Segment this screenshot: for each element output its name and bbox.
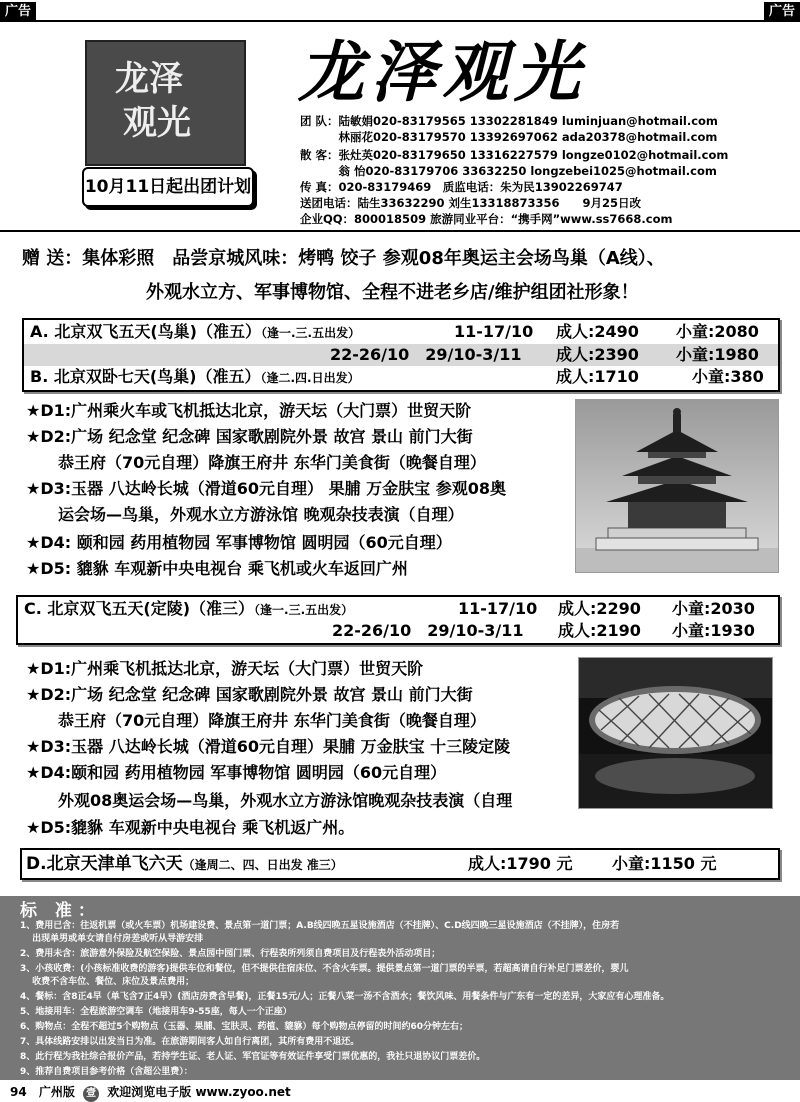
company-logo bbox=[85, 40, 246, 166]
route-d-name: D.北京天津单飞六天 bbox=[26, 854, 183, 874]
route-a-child-1: 小童:2080 bbox=[676, 322, 759, 341]
itinerary-1-line: ★D4: 颐和园 药用植物园 军事博物馆 圆明园（60元自理） bbox=[26, 533, 452, 552]
standards-item: 收费不含车位、餐位、床位及景点费用； bbox=[20, 977, 195, 987]
route-b-name: B. 北京双卧七天(鸟巢)（准五） bbox=[30, 367, 261, 386]
route-d-adult: 成人:1790 元 bbox=[468, 854, 573, 873]
standards-item: 9、推荐自费项目参考价格（含超公里费）： bbox=[20, 1067, 193, 1077]
route-a-name: A. 北京双飞五天(鸟巢)（准五） bbox=[30, 322, 261, 341]
route-c-box bbox=[16, 595, 780, 645]
itinerary-2-line: 恭王府（70元自理）降旗王府井 东华门美食街（晚餐自理） bbox=[26, 711, 486, 730]
date-badge: 10月11日起出团计划 bbox=[82, 167, 254, 207]
itinerary-1-line: ★D5: 貔貅 车观新中央电视台 乘飞机或火车返回广州 bbox=[26, 559, 408, 578]
contact-line: 散 客：张灶英020-83179650 13316227579 longze0102@hotmail.com bbox=[300, 148, 729, 162]
temple-of-heaven-photo bbox=[575, 399, 779, 573]
route-d-note: （逢周二、四、日出发 准三） bbox=[182, 858, 343, 872]
header-divider bbox=[0, 230, 800, 232]
standards-title: 标 准： bbox=[20, 901, 101, 921]
route-b-adult: 成人:1710 bbox=[556, 367, 639, 386]
standards-item: 5、地接用车：全程旅游空调车（地接用车9-55座，每人一个正座） bbox=[20, 1007, 292, 1017]
route-c-adult-1: 成人:2290 bbox=[558, 599, 641, 618]
itinerary-2-line: ★D2:广场 纪念堂 纪念碑 国家歌剧院外景 故宫 景山 前门大街 bbox=[26, 685, 473, 704]
itinerary-1-line: 运会场—鸟巢，外观水立方游泳馆 晚观杂技表演（自理） bbox=[26, 505, 464, 524]
route-ab-box bbox=[22, 318, 780, 392]
route-c-note: （逢一.三.五出发） bbox=[254, 603, 354, 617]
contact-line: 企业QQ：800018509 旅游同业平台：“携手网”www.ss7668.com bbox=[300, 212, 673, 226]
standards-item: 2、费用未含：旅游意外保险及航空保险、景点园中园门票、行程表所列须自费项目及行程表外活动项目； bbox=[20, 949, 441, 959]
route-c-dates-1: 11-17/10 bbox=[458, 599, 538, 618]
logo-line-1: 龙泽 bbox=[115, 59, 183, 99]
edition-badge: 壹 bbox=[83, 1086, 99, 1102]
page-number: 94 bbox=[10, 1085, 27, 1099]
route-d-title bbox=[26, 853, 343, 876]
contact-line: 送团电话：陆生33632290 刘生13318873356 9月25日改 bbox=[300, 196, 642, 210]
standards-item: 6、购物点：全程不超过5个购物点（玉器、果脯、宝肤灵、药植、貔貅）每个购物点停留的时间约60分钟左右； bbox=[20, 1022, 469, 1032]
itinerary-2-line: ★D3:玉器 八达岭长城（滑道60元自理）果脯 万金肤宝 十三陵定陵 bbox=[26, 737, 511, 756]
itinerary-2-line: ★D4:颐和园 药用植物园 军事博物馆 圆明园（60元自理） bbox=[26, 763, 447, 782]
edition-label: 广州版 bbox=[38, 1085, 75, 1099]
logo-line-2: 观光 bbox=[123, 103, 191, 143]
standards-item: 7、具体线路安排以出发当日为准。在旅游期间客人如自行离团，其所有费用不退还。 bbox=[20, 1037, 360, 1047]
route-c-dates-2: 22-26/10 29/10-3/11 bbox=[332, 621, 524, 640]
itinerary-2-line: 外观08奥运会场—鸟巢，外观水立方游泳馆晚观杂技表演（自理 bbox=[26, 791, 513, 810]
ad-label-right: 广告 bbox=[764, 2, 800, 22]
itinerary-1-line: ★D2:广场 纪念堂 纪念碑 国家歌剧院外景 故宫 景山 前门大街 bbox=[26, 427, 473, 446]
route-a-adult-2: 成人:2390 bbox=[556, 345, 639, 364]
itinerary-1-line: ★D3:玉器 八达岭长城（滑道60元自理） 果脯 万金肤宝 参观08奥 bbox=[26, 479, 506, 498]
route-b-child: 小童:380 bbox=[692, 367, 764, 386]
route-b-note: （逢二.四.日出发） bbox=[260, 371, 360, 385]
route-b-title bbox=[30, 366, 360, 389]
itinerary-2-line: ★D5:貔貅 车观新中央电视台 乘飞机返广州。 bbox=[26, 818, 355, 837]
temple-of-heaven-illustration bbox=[576, 400, 778, 572]
gift-line-1: 赠 送：集体彩照 品尝京城风味：烤鸭 饺子 参观08年奥运主会场鸟巢（A线）、 bbox=[22, 248, 665, 269]
standards-item: 3、小孩收费：(小孩标准收费的游客)提供车位和餐位，但不提供住宿床位、不含火车票。提供景点第一道门票的半票，若超高请自行补足门票差价，婴儿 bbox=[20, 964, 629, 974]
route-a-child-2: 小童:1980 bbox=[676, 345, 759, 364]
route-a-note: （逢一.三.五出发） bbox=[260, 326, 361, 340]
standards-item: 出现单男或单女请自付房差或听从导游安排 bbox=[20, 934, 204, 944]
contact-line: 翁 怡020-83179706 33632250 longzebei1025@hotmail.com bbox=[300, 164, 717, 178]
contact-line: 传 真：020-83179469 质监电话：朱为民13902269747 bbox=[300, 180, 623, 194]
route-c-child-2: 小童:1930 bbox=[672, 621, 755, 640]
route-d-box bbox=[20, 848, 780, 880]
route-c-child-1: 小童:2030 bbox=[672, 599, 755, 618]
route-a-adult-1: 成人:2490 bbox=[556, 322, 639, 341]
contact-line: 团 队：陆敏娟020-83179565 13302281849 luminjuan@hotmail.com bbox=[300, 114, 718, 128]
route-a-title bbox=[30, 321, 360, 344]
itinerary-1-line: 恭王府（70元自理）降旗王府井 东华门美食街（晚餐自理） bbox=[26, 453, 486, 472]
route-d-child: 小童:1150 元 bbox=[612, 854, 717, 873]
standards-item: 4、餐标：含8正4早（单飞含7正4早）(酒店房费含早餐)，正餐15元/人；正餐八菜一汤不含酒水；餐饮风味、用餐条件与广东有一定的差异，大家应有心理准备。 bbox=[20, 992, 670, 1002]
birds-nest-illustration bbox=[579, 658, 772, 808]
standards-item: 8、此行程为我社综合报价产品，若持学生证、老人证、军官证等有效证件享受门票优惠的，我社只退协议门票差价。 bbox=[20, 1052, 486, 1062]
birds-nest-photo bbox=[578, 657, 773, 809]
page-footer bbox=[10, 1083, 291, 1102]
route-a-dates-2: 22-26/10 29/10-3/11 bbox=[330, 345, 522, 364]
itinerary-2-line: ★D1:广州乘飞机抵达北京，游天坛（大门票）世贸天阶 bbox=[26, 659, 424, 678]
route-c-title bbox=[24, 598, 353, 621]
itinerary-1-line: ★D1:广州乘火车或飞机抵达北京，游天坛（大门票）世贸天阶 bbox=[26, 401, 472, 420]
top-rule bbox=[0, 20, 800, 22]
contact-line: 林丽花020-83179570 13392697062 ada20378@hotmail.com bbox=[300, 130, 718, 144]
standards-item: 1、费用已含：往返机票（或火车票）机场建设费、景点第一道门票；A.B线四晚五星设施酒店（不挂牌）、C.D线四晚三星设施酒店（不挂牌），住房若 bbox=[20, 921, 620, 931]
gift-line-2: 外观水立方、军事博物馆、全程不进老乡店/维护组团社形象！ bbox=[146, 282, 639, 303]
ad-label-left: 广告 bbox=[0, 2, 36, 22]
brand-title: 龙泽观光 bbox=[298, 33, 586, 111]
route-c-adult-2: 成人:2190 bbox=[558, 621, 641, 640]
footer-website[interactable]: 欢迎浏览电子版 www.zyoo.net bbox=[107, 1085, 291, 1099]
route-a-dates-1: 11-17/10 bbox=[454, 322, 534, 341]
route-c-name: C. 北京双飞五天(定陵)（准三） bbox=[24, 599, 255, 618]
